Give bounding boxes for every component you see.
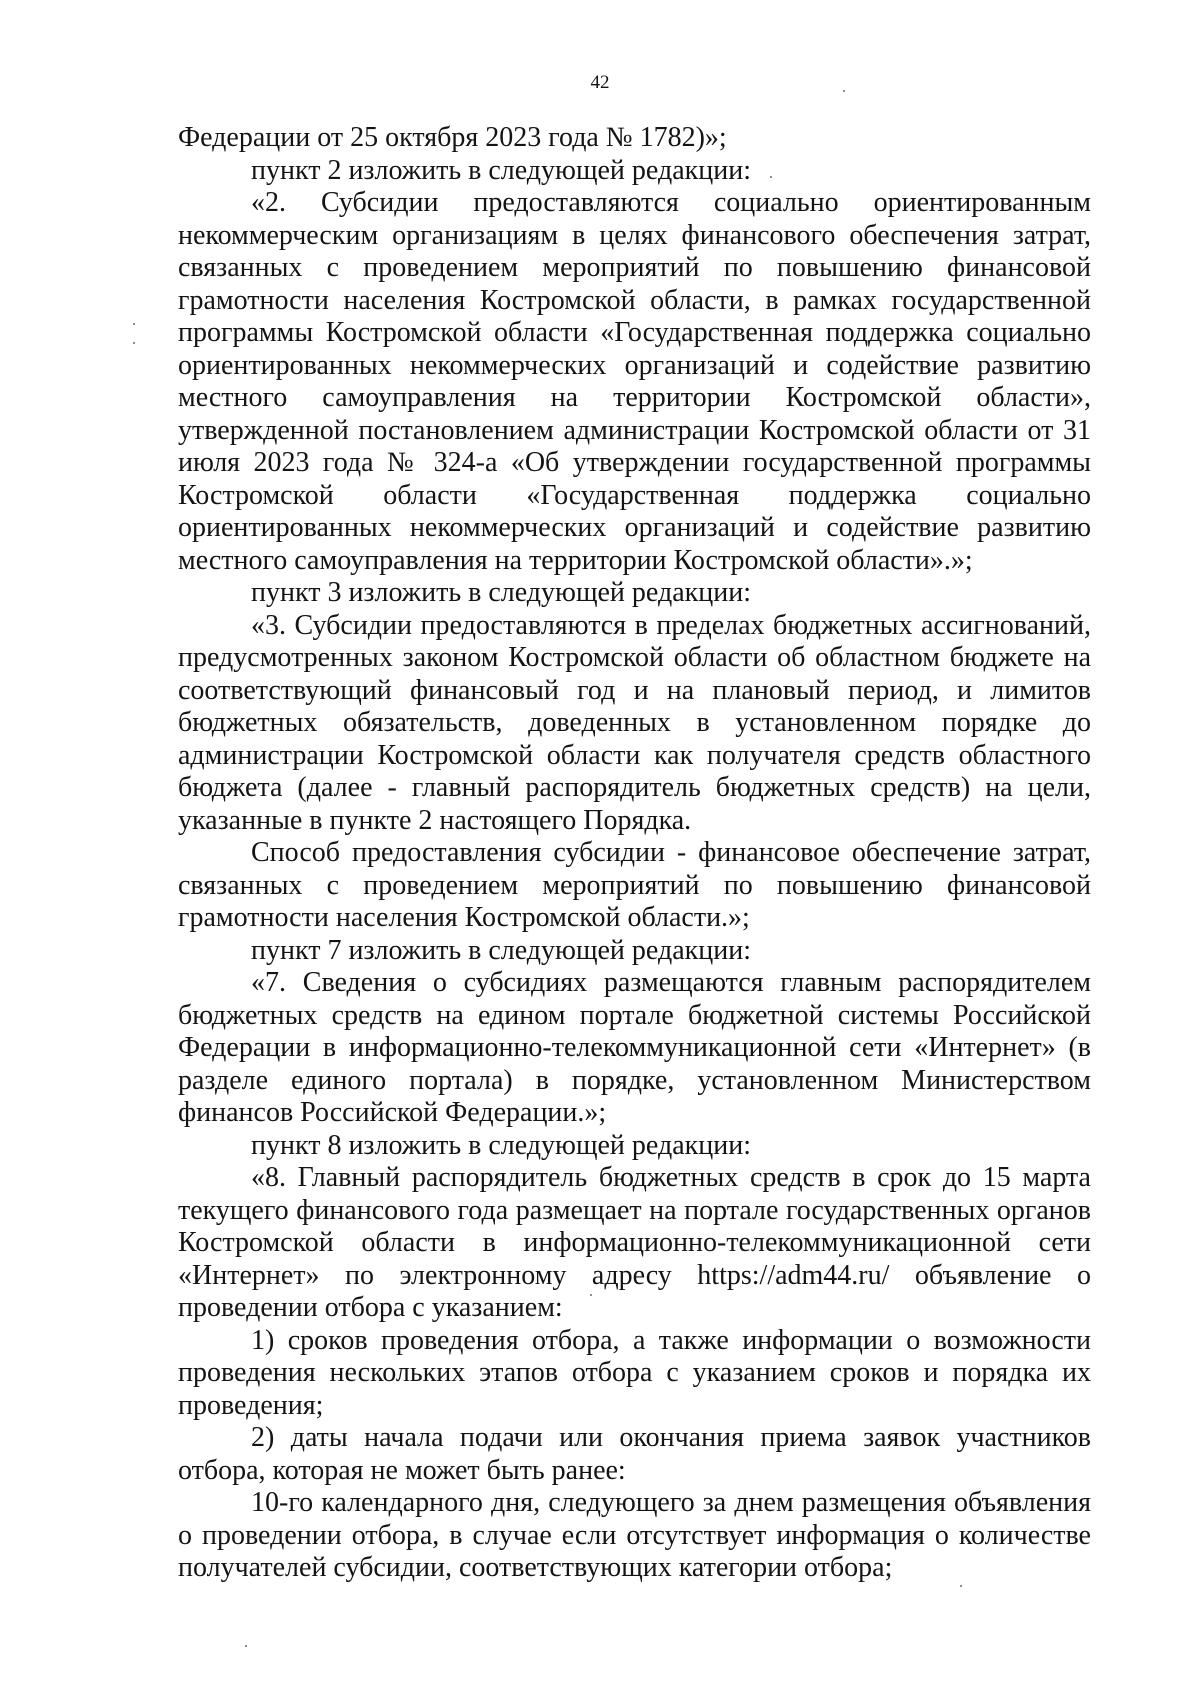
scan-speck — [770, 176, 772, 178]
amendment-instruction-point-2: пункт 2 изложить в следующей редакции: — [251, 154, 751, 186]
paragraph-tenth-day: 10-го календарного дня, следующего за днем размещения объявления о проведении отбора, в случае если отсутствует информация о количестве получателей субсидии, соответствующих категории отбора; — [178, 1487, 1091, 1583]
list-item-2: 2) даты начала подачи или окончания приема заявок участников отбора, которая не может быть ранее: — [178, 1422, 1091, 1486]
amendment-instruction-point-3: пункт 3 изложить в следующей редакции: — [251, 577, 751, 608]
list-item-1: 1) сроков проведения отбора, а также информации о возможности проведения нескольких этапов отбора с указанием сроков и порядка их проведения; — [178, 1324, 1091, 1421]
document-body — [178, 122, 1091, 1585]
amendment-instruction-point-8: пункт 8 изложить в следующей редакции: — [251, 1129, 751, 1161]
paragraph-point-7: «7. Сведения о субсидиях размещаются главным распорядителем бюджетных средств на едином портале бюджетной системы Российской Федерации в информационно-телекоммуникационной сети «Интернет» (в разделе единого портала) в порядке, установленном Министерством финансов Российской Федерации.»; — [178, 967, 1091, 1128]
scan-speck — [960, 1585, 962, 1587]
page-number: 42 — [590, 72, 610, 93]
paragraph-subsidy-method: Способ предоставления субсидии - финансовое обеспечение затрат, связанных с проведением мероприятий по повышению финансовой грамотности населения Костромской области.»; — [178, 837, 1091, 933]
paragraph-continuation: Федерации от 25 октября 2023 года № 1782)»; — [178, 122, 727, 153]
scan-speck — [590, 1294, 592, 1296]
paragraph-point-3: «3. Субсидии предоставляются в пределах бюджетных ассигнований, предусмотренных законом Костромской области об областном бюджете на соответствующий финансовый год и на плановый период, и лимитов бюджетных обязательств, доведенных в установленном порядке до администрации Костромской области как получателя средств областного бюджета (далее - главный распорядитель бюджетных средств) на цели, указанные в пункте 2 настоящего Порядка. — [178, 609, 1091, 836]
scan-speck — [133, 323, 135, 325]
amendment-instruction-point-7: пункт 7 изложить в следующей редакции: — [251, 934, 751, 966]
scan-speck — [133, 342, 135, 344]
scan-speck — [245, 1645, 247, 1647]
scan-speck — [843, 90, 845, 92]
paragraph-point-2: «2. Субсидии предоставляются социально ориентированным некоммерческим организациям в целях финансового обеспечения затрат, связанных с проведением мероприятий по повышению финансовой грамотности населения Костромской области, в рамках государственной программы Костромской области «Государственная поддержка социально ориентированных некоммерческих организаций и содействие развитию местного самоуправления на территории Костромской области», утвержденной постановлением администрации Костромской области от 31 июля 2023 года № 324-а «Об утверждении государственной программы Костромской области «Государственная поддержка социально ориентированных некоммерческих организаций и содействие развитию местного самоуправления на территории Костромской области».»; — [178, 187, 1091, 576]
paragraph-point-8: «8. Главный распорядитель бюджетных средств в срок до 15 марта текущего финансового года размещает на портале государственных органов Костромской области в информационно-телекоммуникационной сети «Интернет» по электронному адресу https://adm44.ru/ объявление о проведении отбора с указанием: — [178, 1162, 1091, 1323]
